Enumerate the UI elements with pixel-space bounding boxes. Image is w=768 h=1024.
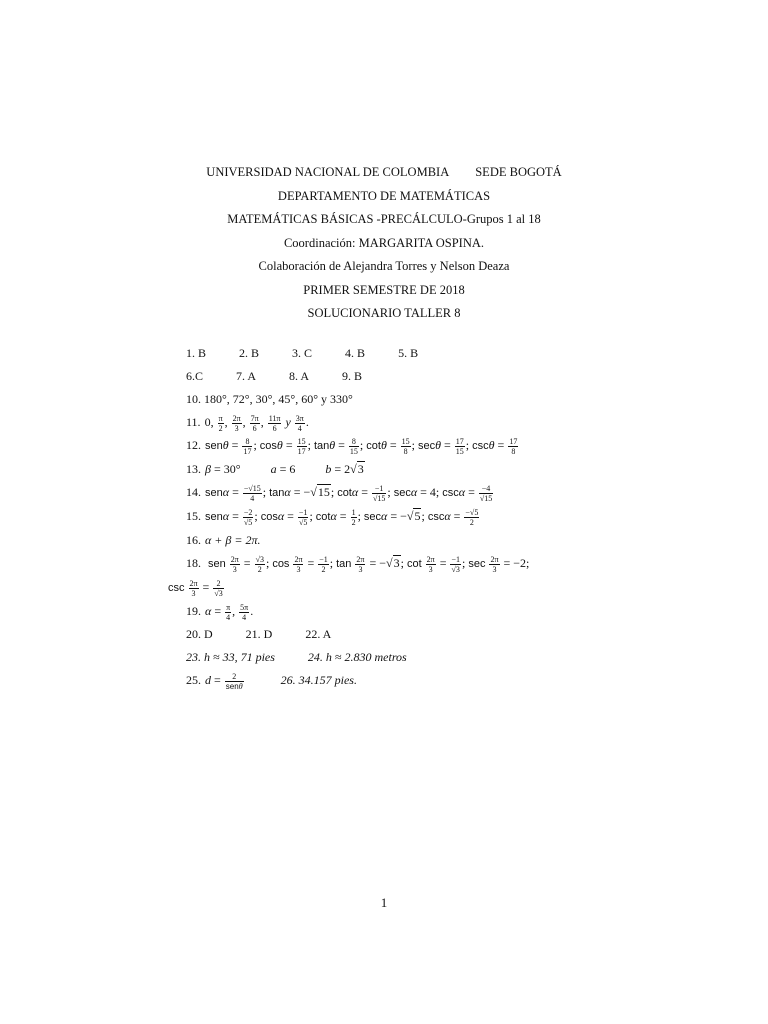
answer-18-continued: csc $\frac{2\pi}{3}$ = $\frac{2}{√3}$ <box>168 578 223 598</box>
university-line <box>0 161 768 185</box>
answer-5: 5. B <box>398 346 419 360</box>
answer-row-6-9 <box>168 365 608 388</box>
answer-3: 3. C <box>292 346 313 360</box>
answer-16: 16. α + β = 2π. <box>186 533 261 547</box>
answer-9: 9. B <box>342 369 363 383</box>
answer-23: 23. h ≈ 33, 71 pies <box>186 650 275 664</box>
semester-line: PRIMER SEMESTRE DE 2018 <box>303 282 465 297</box>
answer-13: 13. β = 30° a = 6 b = 2√3 <box>186 462 364 476</box>
answer-7: 7. A <box>236 369 257 383</box>
document-title: SOLUCIONARIO TALLER 8 <box>307 306 461 320</box>
answer-12: 12. senθ = $\frac{8}{17}$ ; cosθ = $\frac{15}{17}$ ; tanθ = $\frac{8}{15}$ ; cotθ = $\frac{15}{8}$ ; secθ = $\frac{17}{15}$ ; cscθ = $\frac{17}{8}$ <box>186 436 518 456</box>
sede-name: SEDE BOGOTÁ <box>475 165 562 179</box>
answer-10: 10. 180°, 72°, 30°, 45°, 60° y 330° <box>186 392 353 406</box>
answer-6: 6.C <box>186 369 204 383</box>
answer-22: 22. A <box>305 627 332 641</box>
collaboration-line: Colaboración de Alejandra Torres y Nelson Deaza <box>258 259 510 273</box>
answer-26: 26. 34.157 pies. <box>280 673 357 687</box>
answer-row-23-24 <box>168 646 608 669</box>
answer-4: 4. B <box>345 346 366 360</box>
page-number: 1 <box>380 895 388 910</box>
answer-1: 1. B <box>186 346 207 360</box>
answer-row-25-26: 25. d = $\frac{2}{\text{senθ}}$ 26. 34.157 pies. <box>186 671 357 691</box>
course-line: MATEMÁTICAS BÁSICAS -PRECÁLCULO-Grupos 1 al 18 <box>227 212 541 226</box>
answer-14: 14. senα = $\frac{-√15}{4}$ ; tanα = −√15; cotα = $\frac{-1}{√15}$ ; secα = 4; cscα = $\frac{-4}{√15}$ <box>186 483 493 503</box>
answer-2: 2. B <box>239 346 260 360</box>
document-header <box>0 161 768 326</box>
answer-19: 19. α = $\frac{\pi}{4}$ , $\frac{5\pi}{4}$ . <box>186 602 254 622</box>
answer-row-20-22 <box>168 623 608 646</box>
answer-18: 18. sen $\frac{2\pi}{3}$ = $\frac{√3}{2}$ ; cos $\frac{2\pi}{3}$ = $\frac{-1}{2}$ ; tan $\frac{2\pi}{3}$ = −√3; cot $\frac{2\pi}{3}$ = $\frac{-1}{√3}$ ; sec $\frac{2\pi}{3}$ = −2; <box>186 554 530 574</box>
answer-20: 20. D <box>186 627 213 641</box>
coordination-line: Coordinación: MARGARITA OSPINA. <box>283 235 485 250</box>
answer-24: 24. h ≈ 2.830 metros <box>307 650 407 664</box>
answer-row-1-5 <box>168 342 608 365</box>
department-line: DEPARTAMENTO DE MATEMÁTICAS <box>277 188 491 203</box>
answer-21: 21. D <box>245 627 273 641</box>
answer-11: 11. 0, $\frac{\pi}{2}$ , $\frac{2\pi}{3}$ , $\frac{7\pi}{6}$ , $\frac{11\pi}{6}$ y $\frac{3\pi}{4}$ . <box>186 413 309 433</box>
university-name: UNIVERSIDAD NACIONAL DE COLOMBIA <box>206 165 450 179</box>
answer-list <box>168 342 608 692</box>
answer-15: 15. senα = $\frac{-2}{√5}$ ; cosα = $\frac{-1}{√5}$ ; cotα = $\frac{1}{2}$ ; secα = −√5; cscα = $\frac{-√5}{2}$ <box>186 507 479 527</box>
answer-8: 8. A <box>289 369 310 383</box>
